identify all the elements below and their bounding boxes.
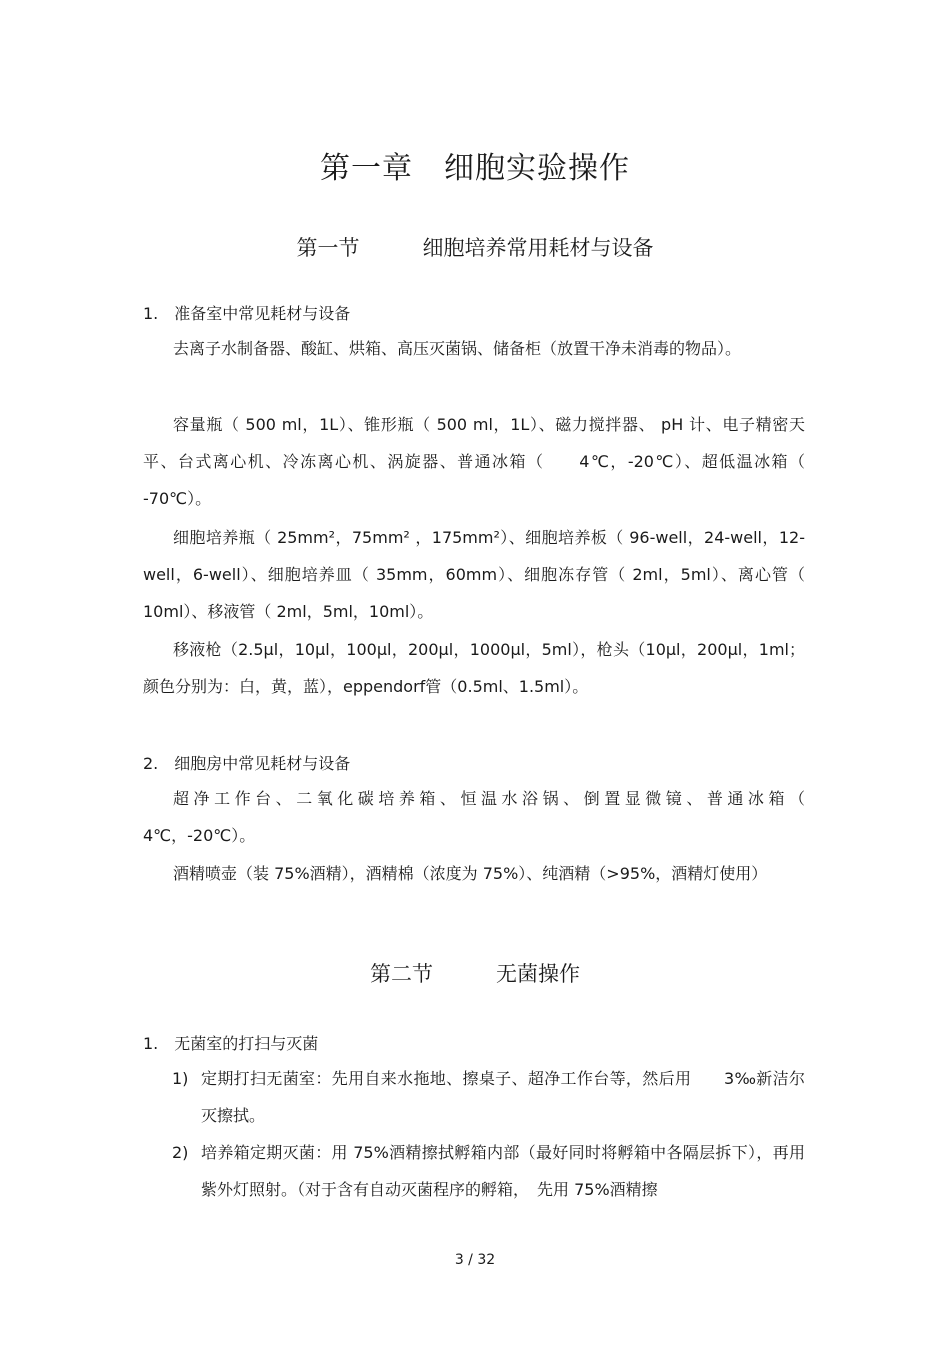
paragraph: 移液枪（2.5μl，10μl，100μl，200μl，1000μl，5ml），枪头（10μl，200μl，1ml；颜色分别为：白，黄，蓝），eppendorf管（0.5ml、1.5ml）。 (143, 640, 805, 696)
subsection-heading-prep-room: 1. 准备室中常见耗材与设备 (143, 304, 351, 323)
subsection-heading-cell-room: 2. 细胞房中常见耗材与设备 (143, 754, 351, 773)
chapter-title: 第一章 细胞实验操作 (320, 151, 630, 186)
paragraph: 容量瓶（ 500 ml，1L）、锥形瓶（ 500 ml，1L）、磁力搅拌器、 pH 计、电子精密天平、台式离心机、冷冻离心机、涡旋器、普通冰箱（ 4℃，-20℃）、超低温冰箱（ -70℃）。 (143, 415, 805, 508)
paragraph: 去离子水制备器、酸缸、烘箱、高压灭菌锅、储备柜（放置干净未消毒的物品）。 (173, 339, 742, 358)
section-1-title: 第一节 细胞培养常用耗材与设备 (296, 236, 654, 260)
list-item (172, 1060, 805, 1134)
paragraph: 细胞培养瓶（ 25mm²，75mm² ，175mm²）、细胞培养板（ 96-well，24-well，12-well，6-well）、细胞培养皿（ 35mm，60mm）、细胞冻存管（ 2ml，5ml）、离心管（ 10ml）、移液管（ 2ml，5ml，10ml）。 (143, 528, 805, 621)
list-item (172, 1134, 805, 1208)
section-2-title: 第二节 无菌操作 (370, 962, 580, 986)
list-item-number: 2) (172, 1143, 189, 1162)
page-number: 3 / 32 (454, 1252, 496, 1268)
paragraph: 酒精喷壶（装 75%酒精），酒精棉（浓度为 75%）、纯酒精（>95%，酒精灯使用） (173, 864, 768, 883)
subsection-heading-sterile-room: 1. 无菌室的打扫与灭菌 (143, 1034, 319, 1053)
list-item-text: 定期打扫无菌室：先用自来水拖地、擦桌子、超净工作台等，然后用 3‰新洁尔灭擦拭。 (201, 1069, 805, 1125)
paragraph: 超净工作台、二氧化碳培养箱、恒温水浴锅、倒置显微镜、普通冰箱（ 4℃，-20℃）。 (143, 789, 838, 845)
list-item-text: 培养箱定期灭菌：用 75%酒精擦拭孵箱内部（最好同时将孵箱中各隔层拆下），再用紫外灯照射。（对于含有自动灭菌程序的孵箱， 先用 75%酒精擦 (201, 1143, 805, 1199)
list-item-number: 1) (172, 1069, 189, 1088)
